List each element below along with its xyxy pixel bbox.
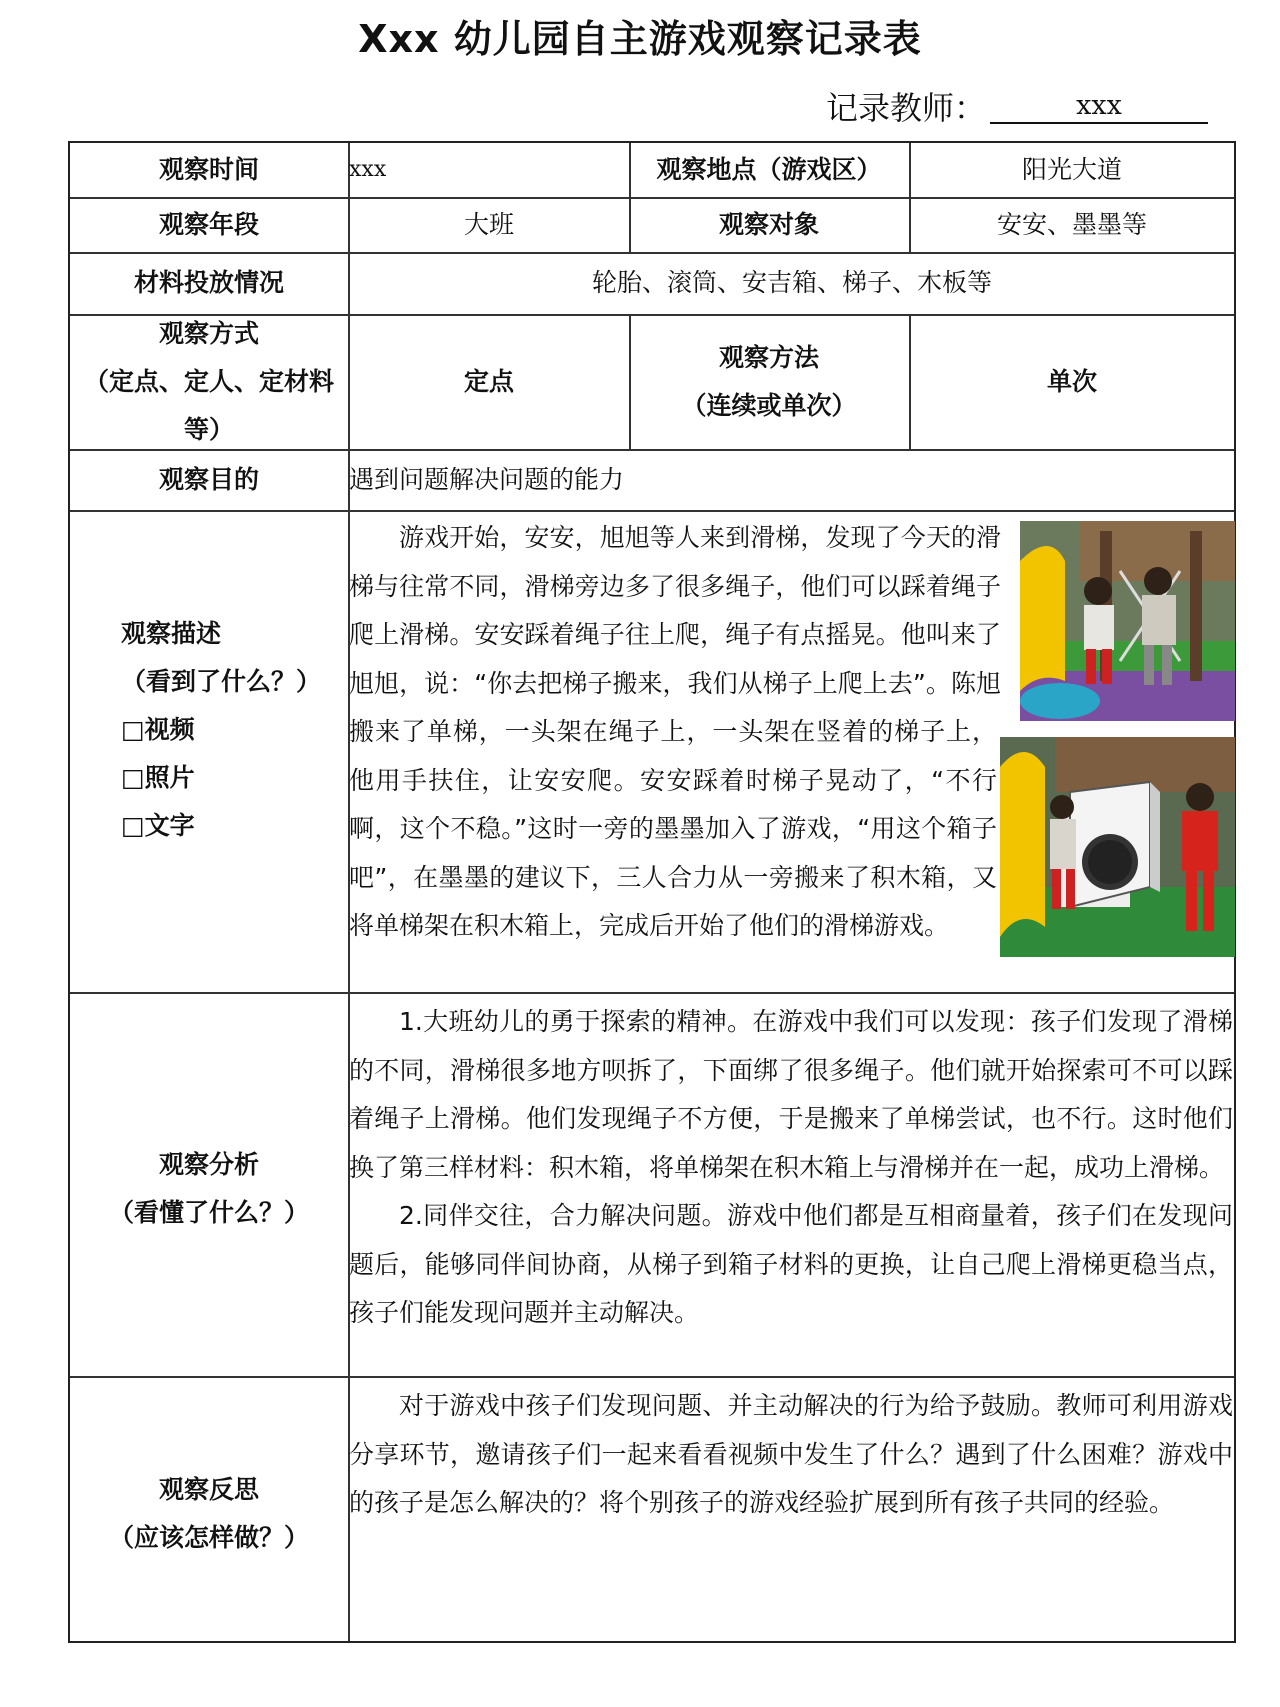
- analysis-label-line2: （看懂了什么？）: [108, 1198, 309, 1227]
- reflection-label: [70, 1466, 348, 1562]
- reflection-text: 对于游戏中孩子们发现问题、并主动解决的行为给予鼓励。教师可利用游戏分享环节，邀请孩子们一起来看看视频中发生了什么？遇到了什么困难？游戏中的孩子是怎么解决的？将个别孩子的游戏经验扩展到所有孩子共同的经验。: [349, 1391, 1233, 1517]
- reflection-label-line2: （应该怎样做？）: [108, 1523, 309, 1552]
- teacher-value: xxx: [990, 86, 1208, 124]
- row-divider: [70, 510, 1234, 512]
- method-label-line1: 观察方法: [718, 342, 819, 372]
- grade-value: 大班: [463, 209, 514, 239]
- mode-label-line1: 观察方式: [158, 318, 259, 348]
- materials-value: 轮胎、滚筒、安吉箱、梯子、木板等: [591, 268, 992, 297]
- subject-value: 安安、墨墨等: [996, 209, 1147, 239]
- reflection-label-line1: 观察反思: [158, 1475, 259, 1504]
- method-label-line2: （连续或单次）: [681, 390, 857, 420]
- option-video: □视频: [121, 715, 195, 744]
- time-value: xxx: [349, 157, 387, 182]
- photo-slide-rope: [1020, 521, 1235, 721]
- purpose-label: 观察目的: [158, 464, 259, 494]
- option-photo: □照片: [121, 763, 195, 792]
- mode-label: [70, 314, 348, 449]
- description-label: [121, 610, 321, 850]
- materials-label: 材料投放情况: [133, 268, 284, 297]
- description-label-line1: 观察描述: [121, 619, 222, 648]
- page-title: Xxx 幼儿园自主游戏观察记录表: [358, 17, 922, 61]
- purpose-value: 遇到问题解决问题的能力: [349, 464, 625, 494]
- analysis-text: [349, 998, 1233, 1338]
- method-value: 单次: [1046, 366, 1097, 396]
- row-divider: [70, 1376, 1234, 1378]
- grade-label: 观察年段: [158, 209, 259, 239]
- analysis-label: [70, 1141, 348, 1237]
- reflection-text-wrapper: [349, 1382, 1233, 1528]
- photo-slide-box: [1000, 737, 1235, 957]
- mode-label-line2: （定点、定人、定材料等）: [83, 366, 334, 444]
- teacher-label: 记录教师：: [826, 89, 987, 127]
- analysis-para-1: 1.大班幼儿的勇于探索的精神。在游戏中我们可以发现：孩子们发现了滑梯的不同，滑梯很多地方呗拆了，下面绑了很多绳子。他们就开始探索可不可以踩着绳子上滑梯。他们发现绳子不方便，于是搬来了单梯尝试，也不行。这时他们换了第三样材料：积木箱，将单梯架在积木箱上与滑梯并在一起，成功上滑梯。: [349, 1007, 1233, 1182]
- subject-label: 观察对象: [718, 209, 819, 239]
- time-label: 观察时间: [158, 155, 259, 184]
- place-value: 阳光大道: [1021, 155, 1122, 184]
- analysis-para-2: 2.同伴交往，合力解决问题。游戏中他们都是互相商量着，孩子们在发现问题后，能够同伴间协商，从梯子到箱子材料的更换，让自己爬上滑梯更稳当点，孩子们能发现问题并主动解决。: [349, 1201, 1233, 1327]
- option-text: □文字: [121, 811, 195, 840]
- description-text: 游戏开始，安安，旭旭等人来到滑梯，发现了今天的滑梯与往常不同，滑梯旁边多了很多绳子，他们可以踩着绳子爬上滑梯。安安踩着绳子往上爬，绳子有点摇晃。他叫来了旭旭，说：“你去把梯子搬来，我们从梯子上爬上去”。陈旭搬来了单梯，一头架在绳子上，一头架在竖着的梯子上，他用手扶住，让安安爬。安安踩着时梯子晃动了，“不行啊，这个不稳。”这时一旁的墨墨加入了游戏，“用这个箱子吧”，在墨墨的建议下，三人合力从一旁搬来了积木箱，又将单梯架在积木箱上，完成后开始了他们的滑梯游戏。: [349, 523, 1001, 940]
- mode-value: 定点: [463, 366, 514, 396]
- place-label: 观察地点（游戏区）: [656, 155, 882, 184]
- analysis-label-line1: 观察分析: [158, 1150, 259, 1179]
- method-label: [629, 314, 909, 449]
- description-label-line2: （看到了什么？）: [121, 667, 322, 696]
